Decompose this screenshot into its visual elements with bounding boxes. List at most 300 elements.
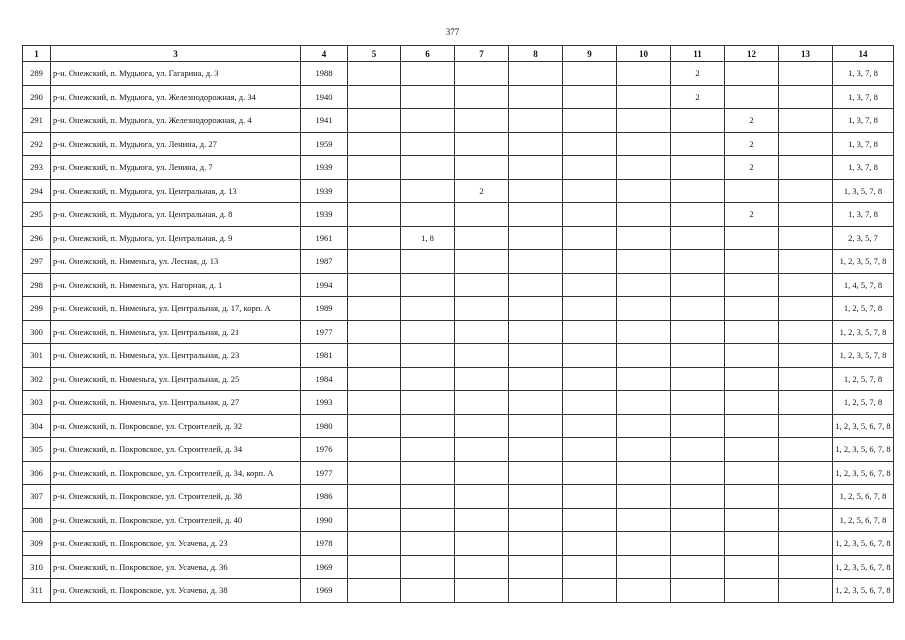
table-cell — [779, 132, 833, 156]
table-cell — [348, 62, 401, 86]
table-cell — [455, 85, 509, 109]
table-cell: 1, 3, 5, 7, 8 — [833, 179, 894, 203]
table-row — [23, 62, 894, 86]
table-cell: 2, 3, 5, 7 — [833, 226, 894, 250]
row-number-cell: 291 — [23, 109, 51, 133]
table-cell: 1, 4, 5, 7, 8 — [833, 273, 894, 297]
table-cell — [725, 391, 779, 415]
table-cell — [563, 391, 617, 415]
table-cell — [455, 438, 509, 462]
year-cell: 1993 — [301, 391, 348, 415]
table-cell — [455, 508, 509, 532]
table-cell: 1, 2, 3, 5, 6, 7, 8 — [833, 414, 894, 438]
table-cell — [401, 320, 455, 344]
table-cell — [509, 414, 563, 438]
table-cell — [401, 109, 455, 133]
row-number-cell: 295 — [23, 203, 51, 227]
table-body — [23, 62, 894, 603]
table-cell — [725, 579, 779, 603]
table-cell — [671, 391, 725, 415]
row-number-cell: 296 — [23, 226, 51, 250]
table-cell — [348, 391, 401, 415]
table-cell — [348, 438, 401, 462]
table-cell — [671, 367, 725, 391]
year-cell: 1990 — [301, 508, 348, 532]
table-cell — [725, 532, 779, 556]
address-cell: р-н. Онежский, п. Мудьюга, ул. Центральная, д. 13 — [51, 179, 301, 203]
table-cell — [455, 579, 509, 603]
table-row — [23, 344, 894, 368]
row-number-cell: 310 — [23, 555, 51, 579]
table-cell: 1, 2, 5, 6, 7, 8 — [833, 485, 894, 509]
table-cell — [455, 320, 509, 344]
table-cell — [509, 532, 563, 556]
column-header: 14 — [833, 46, 894, 62]
table-row — [23, 391, 894, 415]
row-number-cell: 307 — [23, 485, 51, 509]
table-cell — [671, 461, 725, 485]
row-number-cell: 306 — [23, 461, 51, 485]
table-cell — [509, 203, 563, 227]
year-cell: 1976 — [301, 438, 348, 462]
table-cell: 1, 8 — [401, 226, 455, 250]
year-cell: 1969 — [301, 555, 348, 579]
table-cell — [401, 85, 455, 109]
table-cell — [348, 579, 401, 603]
table-cell — [617, 132, 671, 156]
table-cell — [617, 508, 671, 532]
table-cell — [348, 156, 401, 180]
table-row — [23, 438, 894, 462]
table-cell — [671, 109, 725, 133]
table-row — [23, 179, 894, 203]
table-cell: 2 — [455, 179, 509, 203]
row-number-cell: 290 — [23, 85, 51, 109]
column-header: 8 — [509, 46, 563, 62]
table-cell — [725, 461, 779, 485]
table-cell — [348, 179, 401, 203]
table-cell — [455, 132, 509, 156]
table-cell — [563, 414, 617, 438]
table-cell — [779, 532, 833, 556]
table-cell — [779, 579, 833, 603]
table-row — [23, 226, 894, 250]
address-cell: р-н. Онежский, п. Покровское, ул. Строителей, д. 34, корп. А — [51, 461, 301, 485]
table-cell — [509, 555, 563, 579]
row-number-cell: 303 — [23, 391, 51, 415]
table-cell — [348, 203, 401, 227]
table-cell — [348, 532, 401, 556]
table-cell — [671, 132, 725, 156]
table-row — [23, 297, 894, 321]
table-cell — [779, 344, 833, 368]
table-cell — [455, 203, 509, 227]
table-row — [23, 555, 894, 579]
table-cell — [455, 273, 509, 297]
table-cell — [563, 85, 617, 109]
address-cell: р-н. Онежский, п. Покровское, ул. Усачева, д. 23 — [51, 532, 301, 556]
table-cell — [779, 179, 833, 203]
table-row — [23, 250, 894, 274]
table-cell — [348, 132, 401, 156]
table-cell — [348, 226, 401, 250]
table-cell — [671, 344, 725, 368]
table-cell — [509, 461, 563, 485]
table-cell: 2 — [725, 132, 779, 156]
table-cell — [563, 156, 617, 180]
table-cell — [563, 109, 617, 133]
address-cell: р-н. Онежский, п. Покровское, ул. Усачева, д. 36 — [51, 555, 301, 579]
table-cell — [563, 273, 617, 297]
table-cell — [671, 485, 725, 509]
table-cell — [401, 132, 455, 156]
column-header: 9 — [563, 46, 617, 62]
table-cell — [348, 414, 401, 438]
year-cell: 1941 — [301, 109, 348, 133]
table-cell — [563, 367, 617, 391]
table-cell — [455, 461, 509, 485]
year-cell: 1940 — [301, 85, 348, 109]
table-cell — [509, 297, 563, 321]
table-cell: 1, 3, 7, 8 — [833, 132, 894, 156]
table-cell — [455, 156, 509, 180]
table-cell — [779, 367, 833, 391]
table-cell — [401, 555, 455, 579]
table-cell — [348, 344, 401, 368]
table-cell — [617, 438, 671, 462]
table-cell: 1, 2, 3, 5, 6, 7, 8 — [833, 555, 894, 579]
table-cell — [401, 579, 455, 603]
table-cell — [725, 320, 779, 344]
address-cell: р-н. Онежский, п. Покровское, ул. Строителей, д. 32 — [51, 414, 301, 438]
table-cell — [455, 344, 509, 368]
table-cell — [617, 414, 671, 438]
table-cell — [563, 179, 617, 203]
table-cell — [617, 250, 671, 274]
table-cell — [563, 579, 617, 603]
table-cell — [401, 203, 455, 227]
table-cell: 1, 3, 7, 8 — [833, 156, 894, 180]
table-cell — [779, 156, 833, 180]
table-cell — [509, 85, 563, 109]
table-cell: 1, 3, 7, 8 — [833, 85, 894, 109]
address-cell: р-н. Онежский, п. Покровское, ул. Усачева, д. 38 — [51, 579, 301, 603]
table-cell — [401, 532, 455, 556]
table-cell — [671, 179, 725, 203]
table-row — [23, 320, 894, 344]
table-cell — [401, 179, 455, 203]
table-cell — [725, 85, 779, 109]
table-cell — [725, 273, 779, 297]
table-cell — [671, 532, 725, 556]
table-cell — [509, 344, 563, 368]
table-cell — [563, 62, 617, 86]
table-cell: 1, 3, 7, 8 — [833, 109, 894, 133]
table-cell: 1, 2, 5, 7, 8 — [833, 297, 894, 321]
table-row — [23, 273, 894, 297]
table-cell — [725, 297, 779, 321]
row-number-cell: 305 — [23, 438, 51, 462]
table-cell — [779, 62, 833, 86]
table-cell — [563, 508, 617, 532]
column-header: 4 — [301, 46, 348, 62]
year-cell: 1939 — [301, 203, 348, 227]
table-row — [23, 132, 894, 156]
table-cell — [401, 391, 455, 415]
table-cell — [455, 414, 509, 438]
table-cell — [509, 273, 563, 297]
table-cell — [401, 250, 455, 274]
table-row — [23, 85, 894, 109]
table-cell — [509, 508, 563, 532]
year-cell: 1969 — [301, 579, 348, 603]
table-cell — [617, 62, 671, 86]
table-cell — [617, 555, 671, 579]
year-cell: 1988 — [301, 62, 348, 86]
table-cell — [509, 391, 563, 415]
table-cell: 2 — [725, 203, 779, 227]
row-number-cell: 304 — [23, 414, 51, 438]
row-number-cell: 302 — [23, 367, 51, 391]
row-number-cell: 297 — [23, 250, 51, 274]
table-cell — [348, 367, 401, 391]
table-cell — [671, 156, 725, 180]
table-cell: 1, 2, 3, 5, 7, 8 — [833, 320, 894, 344]
table-cell — [563, 555, 617, 579]
table-row — [23, 414, 894, 438]
address-cell: р-н. Онежский, п. Мудьюга, ул. Железнодорожная, д. 4 — [51, 109, 301, 133]
table-cell — [779, 391, 833, 415]
table-cell — [509, 250, 563, 274]
table-cell — [779, 85, 833, 109]
table-cell — [563, 297, 617, 321]
table-cell — [671, 579, 725, 603]
table-cell — [617, 367, 671, 391]
table-cell: 1, 2, 3, 5, 6, 7, 8 — [833, 461, 894, 485]
table-cell — [779, 250, 833, 274]
address-cell: р-н. Онежский, п. Мудьюга, ул. Ленина, д. 7 — [51, 156, 301, 180]
table-cell — [725, 414, 779, 438]
table-cell — [671, 226, 725, 250]
table-cell — [779, 203, 833, 227]
table-cell — [509, 579, 563, 603]
address-cell: р-н. Онежский, п. Нименьга, ул. Центральная, д. 27 — [51, 391, 301, 415]
table-cell — [617, 579, 671, 603]
table-cell — [348, 320, 401, 344]
table-cell — [455, 555, 509, 579]
row-number-cell: 289 — [23, 62, 51, 86]
table-cell — [779, 297, 833, 321]
table-row — [23, 485, 894, 509]
table-cell — [401, 367, 455, 391]
table-cell — [509, 320, 563, 344]
table-cell — [779, 508, 833, 532]
table-cell: 1, 2, 3, 5, 7, 8 — [833, 344, 894, 368]
table-cell — [509, 62, 563, 86]
table-cell: 1, 3, 7, 8 — [833, 62, 894, 86]
table-cell — [455, 391, 509, 415]
table-cell — [779, 273, 833, 297]
year-cell: 1980 — [301, 414, 348, 438]
table-cell — [563, 461, 617, 485]
row-number-cell: 293 — [23, 156, 51, 180]
year-cell: 1989 — [301, 297, 348, 321]
table-cell: 1, 2, 5, 6, 7, 8 — [833, 508, 894, 532]
address-cell: р-н. Онежский, п. Покровское, ул. Строителей, д. 38 — [51, 485, 301, 509]
table-row — [23, 508, 894, 532]
register-table — [22, 45, 894, 603]
table-cell — [725, 555, 779, 579]
table-cell — [617, 532, 671, 556]
table-cell — [725, 179, 779, 203]
table-cell — [671, 250, 725, 274]
table-cell — [401, 438, 455, 462]
address-cell: р-н. Онежский, п. Нименьга, ул. Лесная, д. 13 — [51, 250, 301, 274]
table-cell — [563, 250, 617, 274]
table-cell — [779, 109, 833, 133]
table-cell — [617, 485, 671, 509]
year-cell: 1977 — [301, 320, 348, 344]
address-cell: р-н. Онежский, п. Покровское, ул. Строителей, д. 34 — [51, 438, 301, 462]
table-cell — [725, 344, 779, 368]
table-cell — [779, 461, 833, 485]
table-cell — [348, 85, 401, 109]
table-row — [23, 579, 894, 603]
table-cell — [401, 461, 455, 485]
table-cell — [671, 414, 725, 438]
year-cell: 1939 — [301, 156, 348, 180]
table-cell — [725, 485, 779, 509]
table-cell — [563, 532, 617, 556]
table-cell — [401, 485, 455, 509]
row-number-cell: 298 — [23, 273, 51, 297]
table-cell — [348, 508, 401, 532]
table-cell — [671, 273, 725, 297]
table-cell: 1, 2, 3, 5, 7, 8 — [833, 250, 894, 274]
table-cell — [509, 367, 563, 391]
row-number-cell: 299 — [23, 297, 51, 321]
year-cell: 1987 — [301, 250, 348, 274]
table-cell — [455, 367, 509, 391]
address-cell: р-н. Онежский, п. Мудьюга, ул. Центральная, д. 9 — [51, 226, 301, 250]
year-cell: 1977 — [301, 461, 348, 485]
column-header: 6 — [401, 46, 455, 62]
table-cell — [671, 555, 725, 579]
table-cell — [671, 320, 725, 344]
year-cell: 1986 — [301, 485, 348, 509]
table-cell: 2 — [671, 62, 725, 86]
table-cell — [779, 414, 833, 438]
year-cell: 1939 — [301, 179, 348, 203]
table-cell — [617, 461, 671, 485]
table-cell — [617, 391, 671, 415]
table-cell: 1, 2, 5, 7, 8 — [833, 367, 894, 391]
table-cell — [455, 485, 509, 509]
year-cell: 1978 — [301, 532, 348, 556]
address-cell: р-н. Онежский, п. Покровское, ул. Строителей, д. 40 — [51, 508, 301, 532]
table-cell — [563, 132, 617, 156]
table-cell — [563, 226, 617, 250]
table-cell: 1, 2, 5, 7, 8 — [833, 391, 894, 415]
table-cell — [617, 344, 671, 368]
table-cell — [725, 508, 779, 532]
table-cell — [779, 555, 833, 579]
table-cell — [348, 485, 401, 509]
table-cell — [779, 485, 833, 509]
table-cell — [509, 226, 563, 250]
table-cell — [401, 297, 455, 321]
table-cell — [671, 508, 725, 532]
row-number-cell: 292 — [23, 132, 51, 156]
page-number: 377 — [445, 27, 460, 37]
table-cell — [348, 109, 401, 133]
address-cell: р-н. Онежский, п. Мудьюга, ул. Центральная, д. 8 — [51, 203, 301, 227]
column-header: 3 — [51, 46, 301, 62]
table-cell — [348, 461, 401, 485]
address-cell: р-н. Онежский, п. Мудьюга, ул. Гагарина, д. 3 — [51, 62, 301, 86]
table-cell — [401, 273, 455, 297]
column-header: 10 — [617, 46, 671, 62]
row-number-cell: 311 — [23, 579, 51, 603]
address-cell: р-н. Онежский, п. Нименьга, ул. Центральная, д. 23 — [51, 344, 301, 368]
table-cell — [671, 438, 725, 462]
table-cell — [617, 203, 671, 227]
table-cell — [725, 438, 779, 462]
year-cell: 1984 — [301, 367, 348, 391]
row-number-cell: 308 — [23, 508, 51, 532]
table-cell — [348, 297, 401, 321]
table-row — [23, 461, 894, 485]
address-cell: р-н. Онежский, п. Нименьга, ул. Центральная, д. 21 — [51, 320, 301, 344]
table-cell — [401, 344, 455, 368]
table-cell — [348, 273, 401, 297]
table-cell — [509, 485, 563, 509]
table-cell: 1, 2, 3, 5, 6, 7, 8 — [833, 438, 894, 462]
table-cell — [401, 62, 455, 86]
row-number-cell: 301 — [23, 344, 51, 368]
table-cell: 2 — [671, 85, 725, 109]
column-header: 12 — [725, 46, 779, 62]
table-cell — [509, 179, 563, 203]
table-cell — [725, 226, 779, 250]
year-cell: 1994 — [301, 273, 348, 297]
table-row — [23, 203, 894, 227]
address-cell: р-н. Онежский, п. Нименьга, ул. Центральная, д. 25 — [51, 367, 301, 391]
year-cell: 1959 — [301, 132, 348, 156]
address-cell: р-н. Онежский, п. Нименьга, ул. Центральная, д. 17, корп. А — [51, 297, 301, 321]
table-cell: 1, 2, 3, 5, 6, 7, 8 — [833, 579, 894, 603]
table-cell — [779, 320, 833, 344]
table-cell — [348, 555, 401, 579]
table-cell — [455, 226, 509, 250]
table-cell — [617, 179, 671, 203]
column-header: 7 — [455, 46, 509, 62]
table-cell — [509, 132, 563, 156]
table-cell — [617, 226, 671, 250]
table-cell — [401, 156, 455, 180]
table-cell: 1, 3, 7, 8 — [833, 203, 894, 227]
table-row — [23, 367, 894, 391]
table-cell — [617, 156, 671, 180]
table-cell — [563, 344, 617, 368]
row-number-cell: 300 — [23, 320, 51, 344]
table-cell — [779, 226, 833, 250]
table-cell — [563, 438, 617, 462]
table-cell — [563, 203, 617, 227]
address-cell: р-н. Онежский, п. Мудьюга, ул. Ленина, д. 27 — [51, 132, 301, 156]
column-header: 5 — [348, 46, 401, 62]
table-cell — [509, 109, 563, 133]
